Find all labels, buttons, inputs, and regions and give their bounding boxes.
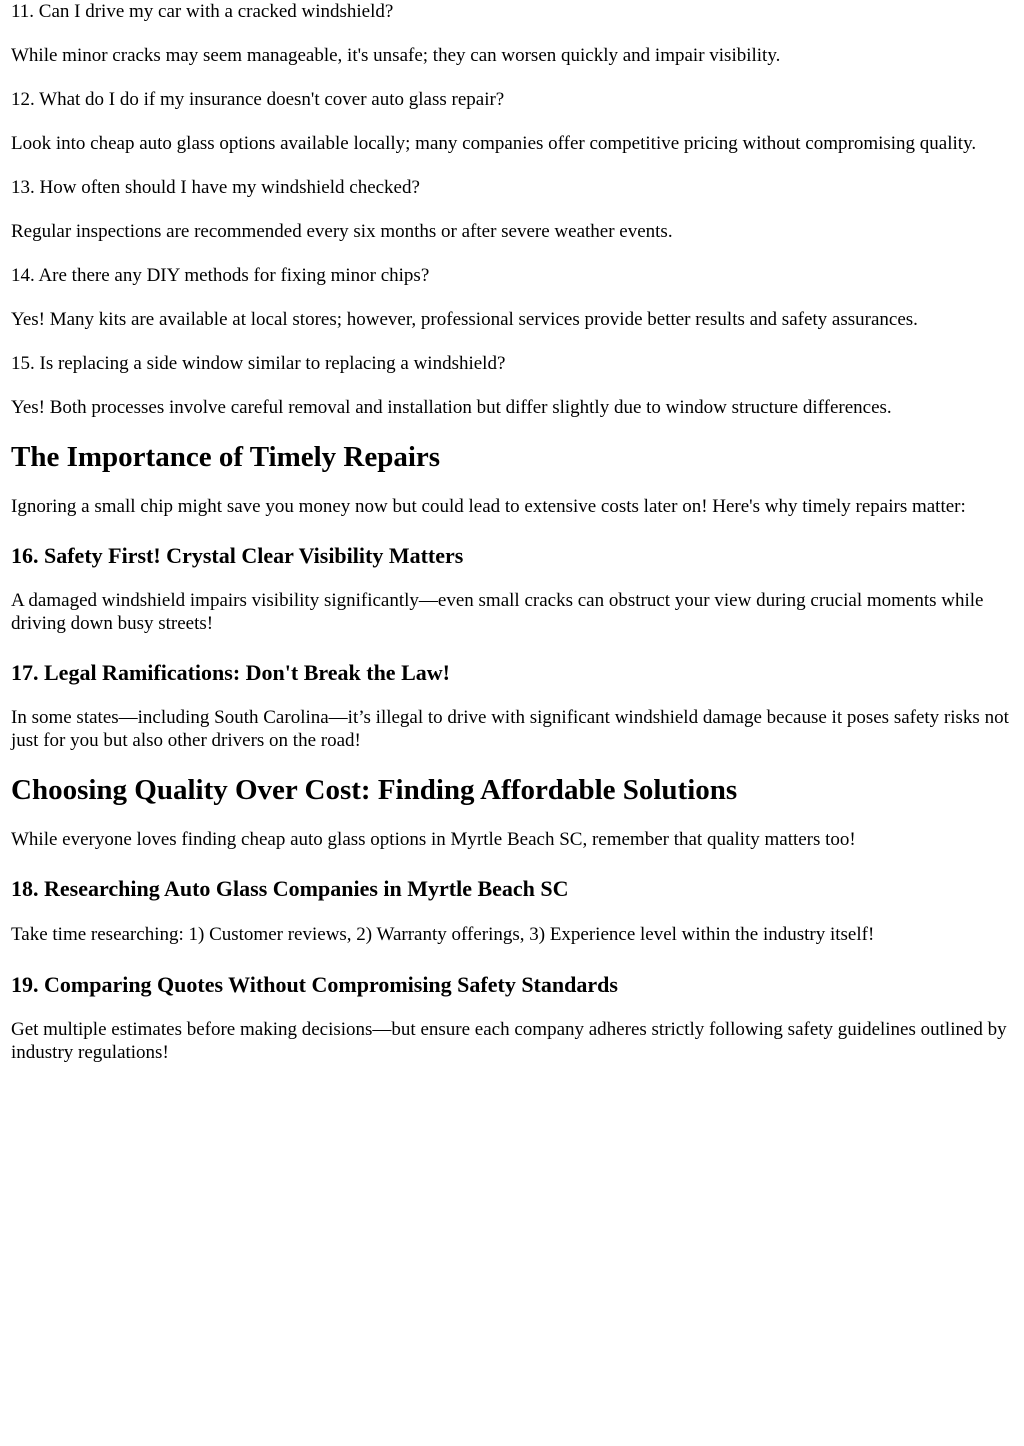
subheading-17: 17. Legal Ramifications: Don't Break the Law! bbox=[11, 660, 450, 685]
paragraph-16: A damaged windshield impairs visibility significantly—even small cracks can obstruct your view during crucial moments while driving down busy streets! bbox=[11, 590, 984, 634]
faq-question-15: 15. Is replacing a side window similar to replacing a windshield? bbox=[11, 353, 506, 374]
faq-question-12: 12. What do I do if my insurance doesn't cover auto glass repair? bbox=[11, 89, 505, 110]
faq-question-11: 11. Can I drive my car with a cracked windshield? bbox=[11, 1, 394, 22]
subheading-18: 18. Researching Auto Glass Companies in Myrtle Beach SC bbox=[11, 876, 569, 901]
section-intro-timely-repairs: Ignoring a small chip might save you money now but could lead to extensive costs later on! Here's why timely repairs matter: bbox=[11, 496, 966, 517]
faq-question-13: 13. How often should I have my windshield checked? bbox=[11, 177, 420, 198]
section-heading-quality-over-cost: Choosing Quality Over Cost: Finding Affordable Solutions bbox=[11, 774, 738, 806]
paragraph-19: Get multiple estimates before making decisions—but ensure each company adheres strictly following safety guidelines outlined by industry regulations! bbox=[11, 1019, 1007, 1063]
faq-answer-15: Yes! Both processes involve careful removal and installation but differ slightly due to window structure differences. bbox=[11, 397, 892, 418]
faq-answer-13: Regular inspections are recommended every six months or after severe weather events. bbox=[11, 221, 673, 242]
faq-question-14: 14. Are there any DIY methods for fixing minor chips? bbox=[11, 265, 430, 286]
subheading-19: 19. Comparing Quotes Without Compromising Safety Standards bbox=[11, 972, 618, 997]
paragraph-17: In some states—including South Carolina—it’s illegal to drive with significant windshield damage because it poses safety risks not just for you but also other drivers on the road! bbox=[11, 707, 1009, 751]
paragraph-18: Take time researching: 1) Customer reviews, 2) Warranty offerings, 3) Experience level within the industry itself! bbox=[11, 924, 875, 945]
section-heading-timely-repairs: The Importance of Timely Repairs bbox=[11, 441, 441, 473]
faq-answer-14: Yes! Many kits are available at local stores; however, professional services provide better results and safety assurances. bbox=[11, 309, 918, 330]
faq-answer-12: Look into cheap auto glass options available locally; many companies offer competitive pricing without compromising quality. bbox=[11, 133, 977, 154]
faq-answer-11: While minor cracks may seem manageable, it's unsafe; they can worsen quickly and impair visibility. bbox=[11, 45, 781, 66]
section-intro-quality-over-cost: While everyone loves finding cheap auto glass options in Myrtle Beach SC, remember that quality matters too! bbox=[11, 829, 856, 850]
subheading-16: 16. Safety First! Crystal Clear Visibility Matters bbox=[11, 543, 464, 568]
